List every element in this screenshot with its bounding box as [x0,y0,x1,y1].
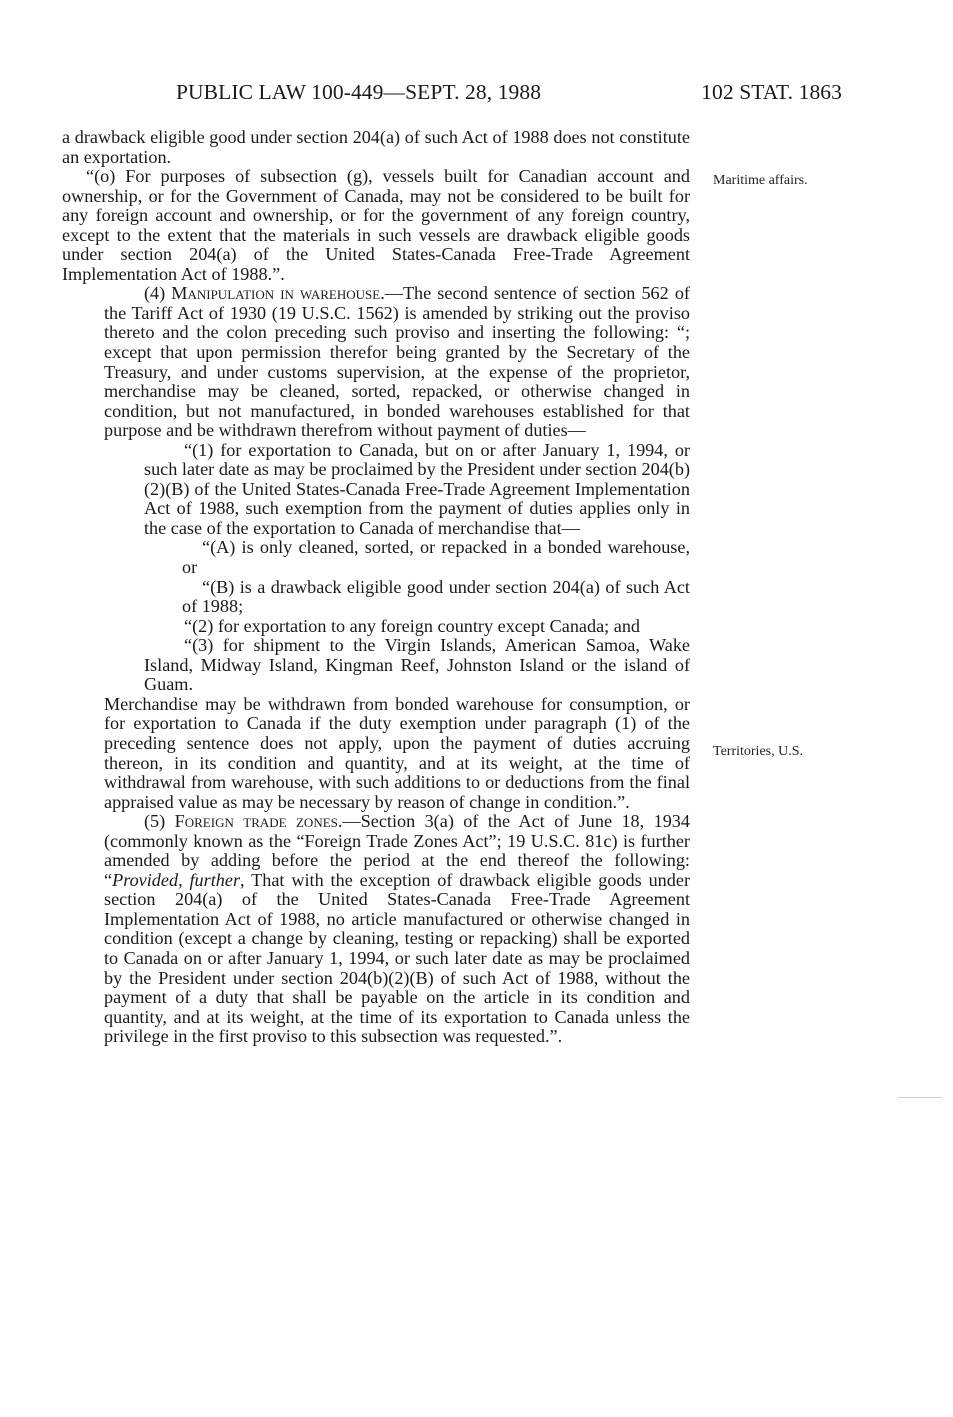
section-text: —The second sentence of section 562 of the Tariff Act of 1930 (19 U.S.C. 1562) is amended by striking out the proviso thereto and the colon preceding such proviso and inserting the following: “; except that upon permission therefor being granted by the Secretary of the Treasury, and under customs supervision, at the expense of the proprietor, merchandise may be cleaned, sorted, repacked, or otherwise changed in condition, but not manufactured, in bonded warehouses established for that purpose and be withdrawn therefrom without payment of duties— [104,283,690,441]
section-heading: (5) Foreign trade zones. [144,811,343,832]
paragraph-foreign-trade-zones [62,812,690,1047]
page-header [62,80,842,108]
header-page-number: 102 STAT. 1863 [701,80,842,104]
section-text-continued: , That with the exception of drawback eligible goods under section 204(a) of the United States-Canada Free-Trade Agreement Implementation Act of 1988, no article manufactured or otherwise changed in condition (except a change by cleaning, testing or repacking) shall be exported to Canada on or after January 1, 1994, or such later date as may be proclaimed by the President under section 204(b)(2)(B) of such Act of 1988, without the payment of a duty that shall be payable on the article in its condition and quantity, and at its weight, at the time of its exportation to Canada unless the privilege in the first proviso to this subsection was requested.”. [104,869,690,1047]
body-text [62,128,690,1047]
paragraph-item-2: “(2) for exportation to any foreign country except Canada; and [184,615,641,636]
paragraph-item-b: “(B) is a drawback eligible good under section 204(a) of such Act of 1988; [182,576,690,617]
margin-note-territories: Territories, U.S. [713,744,804,759]
paragraph-item-3: “(3) for shipment to the Virgin Islands, American Samoa, Wake Island, Midway Island, Kingman Reef, Johnston Island or the island of Guam. [144,635,690,695]
paragraph-manipulation-in-warehouse [62,284,690,440]
paragraph-item-1: “(1) for exportation to Canada, but on or after January 1, 1994, or such later date as may be proclaimed by the President under section 204(b)(2)(B) of the United States-Canada Free-Trade Agreement Implementation Act of 1988, such exemption from the payment of duties applies only in the case of the exportation to Canada of merchandise that— [144,439,690,538]
header-citation: PUBLIC LAW 100-449—SEPT. 28, 1988 [176,80,542,104]
paragraph-item-a: “(A) is only cleaned, sorted, or repacked in a bonded warehouse, or [182,537,690,578]
scan-mark [898,1097,942,1098]
section-heading: (4) Manipulation in warehouse. [144,283,385,304]
paragraph-merchandise-withdrawal: Merchandise may be withdrawn from bonded warehouse for consumption, or for exportation to Canada if the duty exemption under paragraph (1) of the preceding sentence does not apply, upon the payment of duties accruing thereon, in its condition and quantity, and at its weight, at the time of withdrawal from warehouse, with such additions to or deductions from the final appraised value as may be necessary by reason of change in condition.”. [104,693,690,812]
italic-proviso: Provided, further [112,869,241,890]
section-text: —Section 3(a) of the Act of June 18, 1934 (commonly known as the “Foreign Trade Zones Act”; 19 U.S.C. 81c) is further amended by adding before the period at the end thereof the following: “ [104,811,690,890]
paragraph-subsection-o: “(o) For purposes of subsection (g), vessels built for Canadian account and ownership, or for the Government of Canada, may not be considered to be built for any foreign account and ownership, or for the government of any foreign country, except to the extent that the materials in such vessels are drawback eligible goods under section 204(a) of the United States-Canada Free-Trade Agreement Implementation Act of 1988.”. [62,166,690,284]
paragraph-continuation: a drawback eligible good under section 204(a) of such Act of 1988 does not constitute an exportation. [62,127,690,167]
margin-note-maritime: Maritime affairs. [713,173,808,188]
